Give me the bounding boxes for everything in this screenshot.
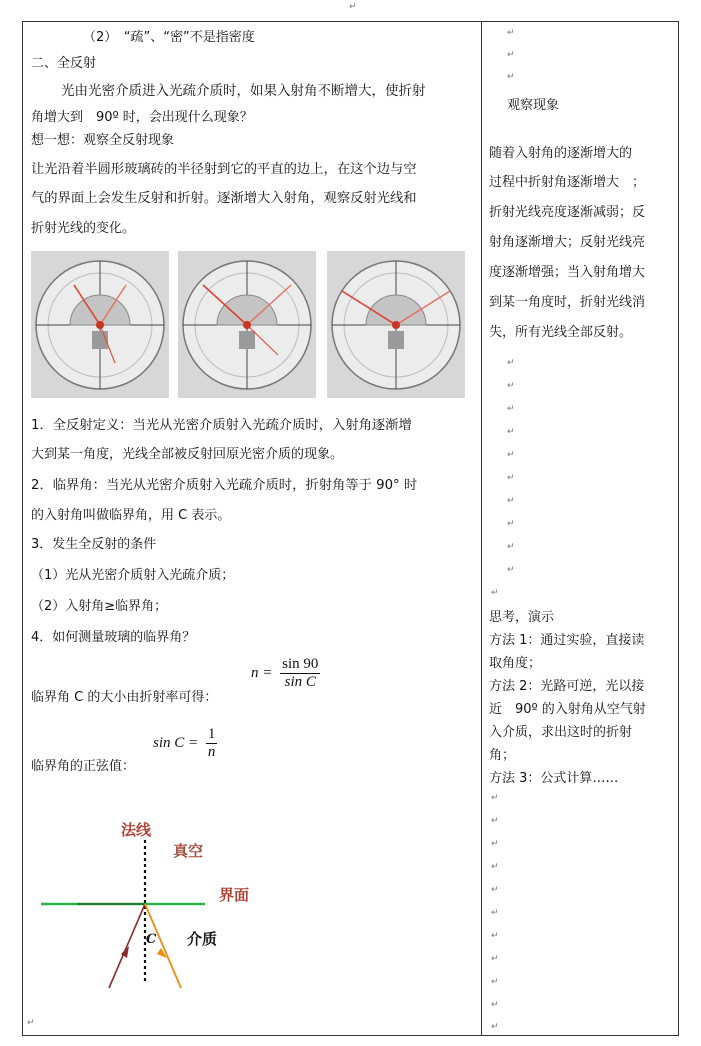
condition-2: （2）入射角≥临界角； [31,599,168,614]
formula-lhs: n = [251,664,273,681]
definition-line-1: 1．全反射定义：当光从光密介质射入光疏介质时，入射角逐渐增 [31,418,412,433]
experiment-photo-1 [31,251,169,398]
medium-label: 介质 [187,930,218,948]
protractor-disc-icon [327,251,465,398]
think-label: 想一想：观察全反射现象 [31,133,175,148]
paragraph-mark: ↵ [491,1000,499,1010]
experiment-line-1: 让光沿着半圆形玻璃砖的半径射到它的平直的边上，在这个边与空 [31,162,417,177]
method-2-line-d: 角； [489,748,516,763]
experiment-photo-2 [178,251,316,398]
think-demo-label: 思考，演示 [489,610,555,625]
experiment-line-3: 折射光线的变化。 [31,221,136,236]
paragraph-mark: ↵ [507,72,515,82]
critical-angle-line-1: 2．临界角：当光从光密介质射入光疏介质时，折射角等于 90° 时 [31,478,418,493]
paragraph-mark: ↵ [491,885,499,895]
paragraph-mark: ↵ [507,542,515,552]
observe-label: 观察现象 [507,98,560,113]
paragraph-mark: ↵ [507,450,515,460]
definition-line-2: 大到某一角度，光线全部被反射回原光密介质的现象。 [31,447,344,462]
observation-line-1: 随着入射角的逐渐增大的 [489,146,633,161]
heading-note: （2） “疏”、“密”不是指密度 [83,30,255,45]
incident-ray [109,904,145,988]
method-2-line-c: 入介质，求出这时的折射 [489,725,633,740]
paragraph-mark: ↵ [491,588,499,598]
experiment-photo-3 [327,251,465,398]
condition-title: 3．发生全反射的条件 [31,537,157,552]
paragraph-mark: ↵ [507,565,515,575]
observation-line-3: 折射光线亮度逐渐减弱；反 [489,205,646,220]
method-3-line: 方法 3：公式计算…… [489,771,619,786]
paragraph-mark: ↵ [491,931,499,941]
paragraph-mark: ↵ [491,839,499,849]
sine-text: 临界角的正弦值： [31,759,136,774]
method-2-line-b: 近 90º 的入射角从空气射 [489,702,646,717]
observation-line-5: 度逐渐增强；当入射角增大 [489,265,646,280]
interface-label: 界面 [219,886,250,904]
paragraph-mark: ↵ [507,496,515,506]
paragraph-mark: ↵ [507,28,515,38]
intro-line-1: 光由光密介质进入光疏介质时，如果入射角不断增大，使折射 [61,83,426,99]
method-2-line-a: 方法 2：光路可逆，光以接 [489,679,645,694]
paragraph-mark: ↵ [507,427,515,437]
condition-1: （1）光从光密介质射入光疏介质； [31,568,235,583]
experiment-line-2: 气的界面上会发生反射和折射。逐渐增大入射角，观察反射光线和 [31,191,417,206]
paragraph-mark: ↵ [507,381,515,391]
paragraph-mark: ↵ [491,1022,499,1032]
paragraph-mark: ↵ [507,404,515,414]
sine-formula [153,726,217,761]
paragraph-mark: ↵ [491,862,499,872]
observation-line-4: 射角逐渐增大；反射光线亮 [489,235,646,250]
refractive-index-formula [251,656,320,691]
paragraph-mark: ↵ [507,519,515,529]
paragraph-mark: ↵ [491,793,499,803]
paragraph-mark: ↵ [349,2,357,12]
formula-numerator: sin 90 [282,656,319,672]
paragraph-mark: ↵ [507,473,515,483]
paragraph-mark: ↵ [491,908,499,918]
observation-line-7: 失，所有光线全部反射。 [489,325,633,340]
column-divider [481,22,482,1035]
observation-line-2: 过程中折射角逐渐增大 ； [489,175,646,190]
critical-angle-line-2: 的入射角叫做临界角，用 C 表示。 [31,508,231,523]
paragraph-mark: ↵ [27,1018,35,1028]
paragraph-mark: ↵ [507,358,515,368]
sine-formula-denominator: n [207,744,216,760]
paragraph-mark: ↵ [491,954,499,964]
protractor-disc-icon [31,251,169,398]
sine-formula-numerator: 1 [207,726,216,742]
critical-angle-label: C [146,932,157,947]
paragraph-mark: ↵ [491,977,499,987]
formula-denominator: sin C [284,674,316,690]
lesson-table [22,21,679,1036]
normal-label: 法线 [121,821,152,839]
intro-line-2: 角增大到 90º 时，会出现什么现象？ [31,110,253,125]
measure-question: 4．如何测量玻璃的临界角？ [31,630,196,645]
protractor-disc-icon [178,251,316,398]
observation-line-6: 到某一角度时，折射光线消 [489,295,646,310]
method-1-line-b: 取角度； [489,656,542,671]
vacuum-label: 真空 [173,842,204,860]
method-1-line-a: 方法 1：通过实验，直接读 [489,633,645,648]
critical-formula-text: 临界角 C 的大小由折射率可得： [31,690,218,705]
paragraph-mark: ↵ [507,50,515,60]
section-title: 二、全反射 [31,56,97,71]
sine-formula-lhs: sin C = [153,734,199,751]
paragraph-mark: ↵ [491,816,499,826]
